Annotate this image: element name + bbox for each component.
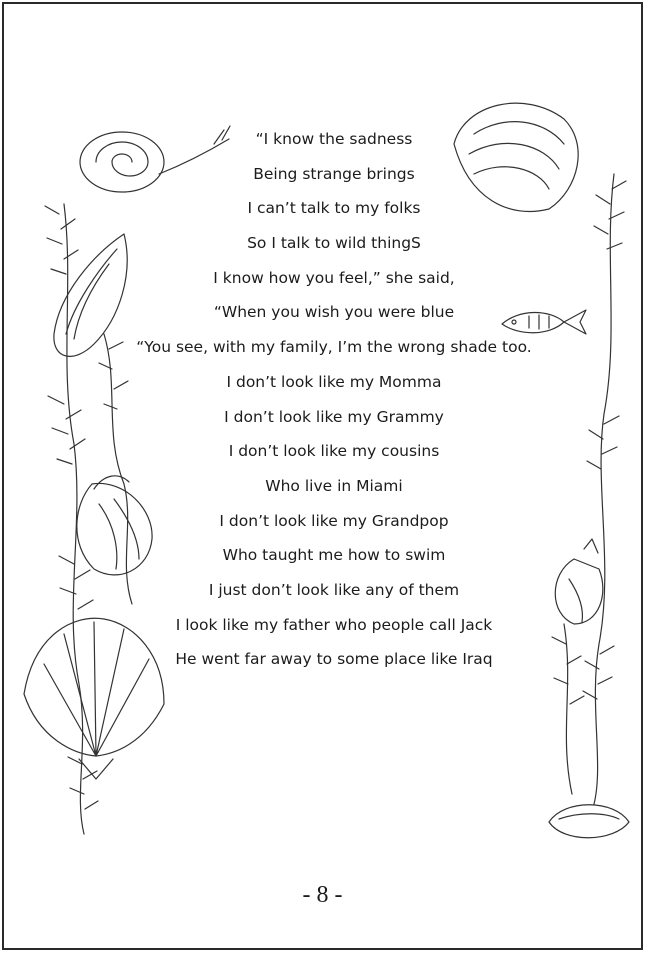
poem-line: I look like my father who people call Jack	[175, 615, 493, 634]
poem-line: I don’t look like my Grammy	[224, 407, 444, 426]
poem-line: “I know the sadness	[255, 130, 413, 148]
poem-line: “When you wish you were blue	[213, 303, 455, 322]
poem-text	[94, 122, 574, 677]
poem-line: I don’t look like my Momma	[226, 372, 442, 391]
poem-line: I don’t look like my Grandpop	[219, 511, 449, 530]
poem-line: I can’t talk to my folks	[247, 199, 421, 218]
poem-line: He went far away to some place like Iraq	[175, 650, 493, 669]
poem-line: I know how you feel,” she said,	[213, 268, 455, 287]
poem-line: I just don’t look like any of them	[208, 580, 460, 599]
poem-line: So I talk to wild thingS	[247, 234, 421, 253]
poem-line: Being strange brings	[253, 164, 415, 183]
page-number: - 8 -	[302, 882, 343, 908]
poem-line: I don’t look like my cousins	[228, 442, 440, 461]
poem-line: Who live in Miami	[265, 476, 403, 495]
poem-line: Who taught me how to swim	[222, 546, 446, 565]
poem-line: “You see, with my family, I’m the wrong shade too.	[136, 338, 532, 357]
book-page	[2, 2, 643, 950]
oyster-shell-icon	[549, 805, 629, 838]
